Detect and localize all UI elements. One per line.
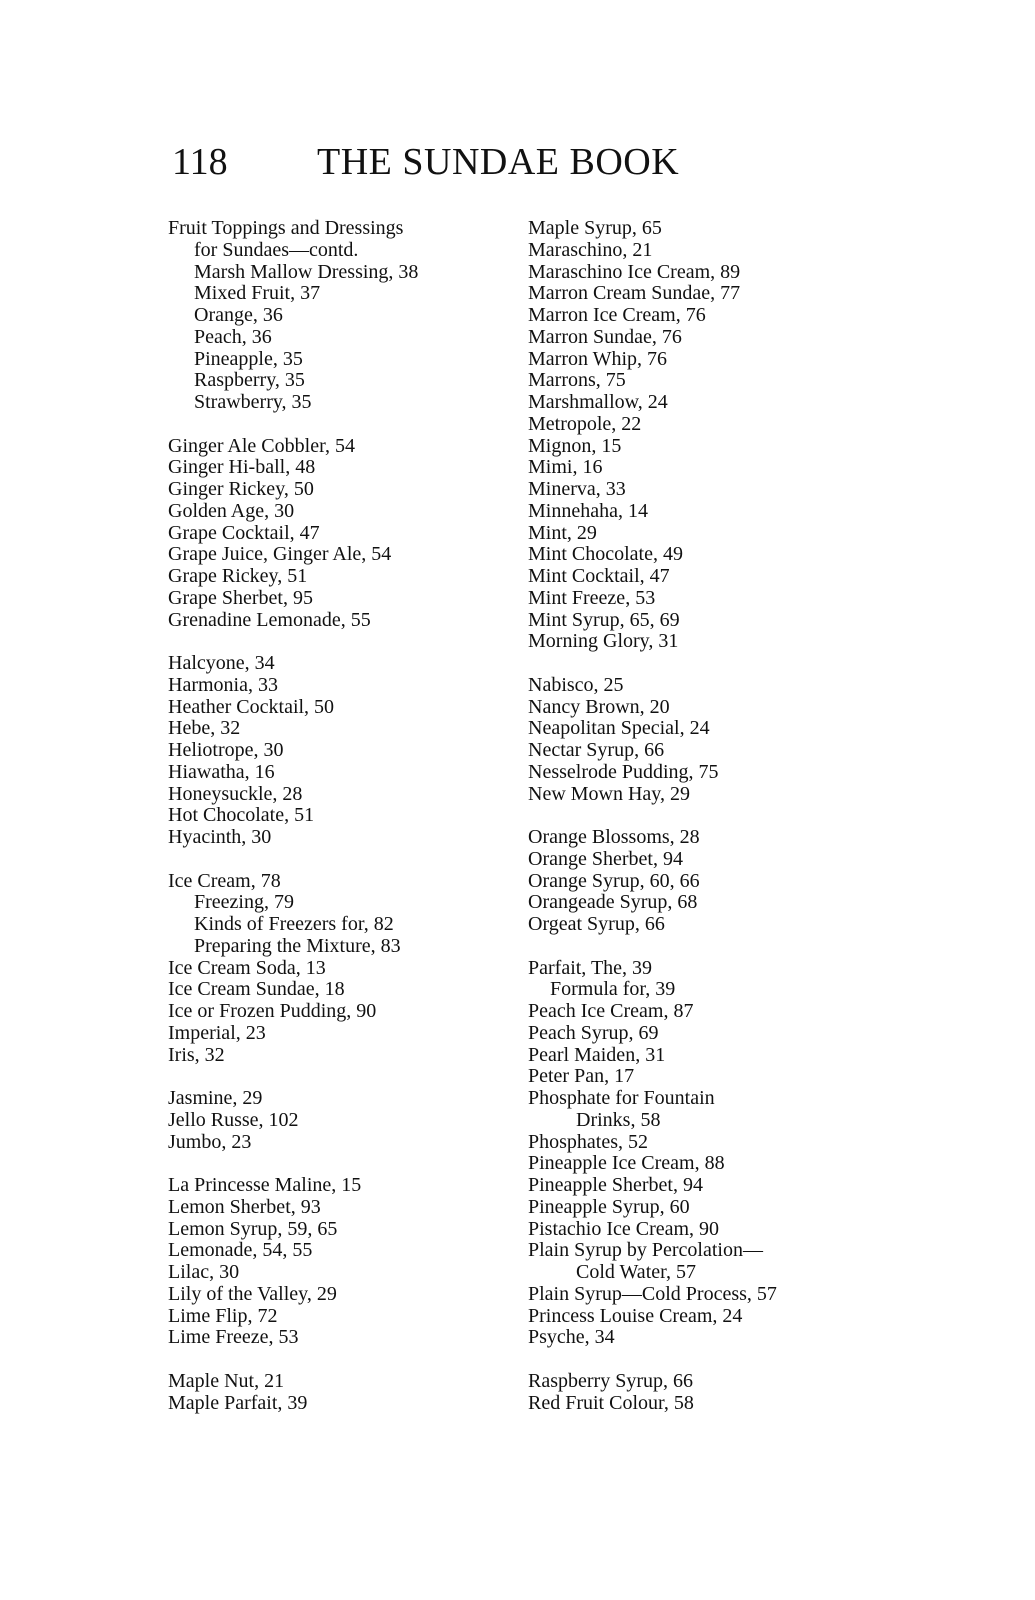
- index-entry: Mint, 29: [528, 521, 597, 544]
- index-entry: Maraschino Ice Cream, 89: [528, 260, 741, 283]
- index-entry: Mignon, 15: [528, 434, 622, 457]
- index-group-gap: [168, 414, 518, 436]
- index-entry: Pistachio Ice Cream, 90: [528, 1217, 720, 1240]
- index-entry: Jello Russe, 102: [168, 1108, 299, 1131]
- index-entry: Grenadine Lemonade, 55: [168, 608, 371, 631]
- index-entry: Marshmallow, 24: [528, 391, 668, 413]
- index-group-gap: [528, 805, 848, 827]
- index-entry: Golden Age, 30: [168, 499, 295, 522]
- index-entry: Cold Water, 57: [576, 1261, 696, 1283]
- index-entry: Pineapple, 35: [194, 347, 303, 370]
- index-entry: Halcyone, 34: [168, 652, 275, 674]
- index-entry: Red Fruit Colour, 58: [528, 1391, 694, 1414]
- index-entry: Imperial, 23: [168, 1021, 266, 1044]
- index-entry: Parfait, The, 39: [528, 956, 653, 979]
- page-header: [172, 140, 732, 190]
- index-entry: Orange, 36: [194, 304, 283, 326]
- index-entry: Pineapple Syrup, 60: [528, 1195, 690, 1218]
- index-entry: La Princesse Maline, 15: [168, 1174, 362, 1196]
- index-entry: Maple Nut, 21: [168, 1369, 285, 1392]
- index-group-gap: [528, 653, 848, 675]
- index-entry: Peach Syrup, 69: [528, 1021, 659, 1044]
- index-entry: Kinds of Freezers for, 82: [194, 913, 394, 935]
- index-entry: Orangeade Syrup, 68: [528, 891, 698, 914]
- index-entry: Nabisco, 25: [528, 673, 624, 696]
- index-entry: Ice Cream, 78: [168, 869, 281, 892]
- index-entry: Marron Whip, 76: [528, 347, 668, 370]
- index-entry: Drinks, 58: [576, 1108, 661, 1131]
- index-entry: Marron Cream Sundae, 77: [528, 282, 741, 305]
- index-entry: Heather Cocktail, 50: [168, 695, 335, 718]
- index-entry: Heliotrope, 30: [168, 739, 284, 761]
- index-entry: Marsh Mallow Dressing, 38: [194, 260, 419, 283]
- index-entry: Ice Cream Sundae, 18: [168, 978, 345, 1001]
- index-entry: Phosphates, 52: [528, 1130, 648, 1153]
- index-entry: Grape Juice, Ginger Ale, 54: [168, 543, 392, 566]
- index-entry: Ginger Rickey, 50: [168, 478, 314, 500]
- index-entry: Ginger Hi-ball, 48: [168, 456, 316, 479]
- index-entry: Phosphate for Fountain: [528, 1087, 715, 1109]
- index-entry: Lily of the Valley, 29: [168, 1282, 337, 1305]
- index-entry: Freezing, 79: [194, 891, 294, 914]
- index-group-gap: [168, 1066, 518, 1088]
- index-entry: Raspberry, 35: [194, 369, 305, 392]
- index-entry: Ginger Ale Cobbler, 54: [168, 434, 355, 457]
- index-group-gap: [168, 849, 518, 871]
- index-entry: Pineapple Sherbet, 94: [528, 1174, 703, 1196]
- index-entry: Orange Sherbet, 94: [528, 847, 683, 870]
- index-entry: Morning Glory, 31: [528, 630, 679, 653]
- index-entry: Formula for, 39: [550, 978, 676, 1001]
- index-entry: Maple Syrup, 65: [528, 217, 662, 239]
- index-group-gap: [168, 631, 518, 653]
- index-entry: Ice Cream Soda, 13: [168, 956, 326, 979]
- running-title: THE SUNDAE BOOK: [317, 141, 680, 183]
- index-entry: Peach, 36: [194, 325, 272, 348]
- index-entry: Pineapple Ice Cream, 88: [528, 1152, 725, 1175]
- index-entry: Maraschino, 21: [528, 238, 653, 261]
- index-entry: Orange Blossoms, 28: [528, 826, 700, 848]
- index-entry: Marron Sundae, 76: [528, 325, 682, 348]
- index-entry: Psyche, 34: [528, 1326, 615, 1349]
- index-entry: Nancy Brown, 20: [528, 695, 670, 718]
- index-entry: Mixed Fruit, 37: [194, 282, 321, 305]
- index-entry: Hot Chocolate, 51: [168, 804, 315, 827]
- index-entry: Lime Freeze, 53: [168, 1326, 299, 1349]
- index-entry: Grape Sherbet, 95: [168, 586, 313, 609]
- index-entry: Orgeat Syrup, 66: [528, 913, 665, 935]
- index-entry: Jumbo, 23: [168, 1130, 252, 1153]
- index-entry: Hyacinth, 30: [168, 826, 272, 848]
- index-group-gap: [168, 1349, 518, 1371]
- index-entry: Marron Ice Cream, 76: [528, 304, 706, 326]
- index-group-gap: [168, 1153, 518, 1175]
- index-entry: Lemon Sherbet, 93: [168, 1195, 321, 1218]
- index-entry: Neapolitan Special, 24: [528, 717, 710, 740]
- index-entry: Lilac, 30: [168, 1261, 240, 1283]
- index-entry: Mimi, 16: [528, 456, 603, 479]
- index-entry: Maple Parfait, 39: [168, 1391, 308, 1414]
- index-entry: Metropole, 22: [528, 412, 642, 435]
- index-entry: New Mown Hay, 29: [528, 782, 691, 805]
- index-entry: Plain Syrup by Percolation—: [528, 1239, 763, 1262]
- index-entry: Peter Pan, 17: [528, 1065, 635, 1088]
- index-column-left: [168, 218, 518, 1414]
- index-entry: Nectar Syrup, 66: [528, 739, 665, 761]
- index-entry: Minerva, 33: [528, 478, 626, 500]
- index-entry: Hiawatha, 16: [168, 760, 275, 783]
- index-entry: Marrons, 75: [528, 369, 626, 392]
- index-entry: Nesselrode Pudding, 75: [528, 760, 719, 783]
- index-entry: Jasmine, 29: [168, 1087, 263, 1109]
- index-entry: Lemonade, 54, 55: [168, 1239, 313, 1262]
- index-entry: Iris, 32: [168, 1043, 225, 1066]
- index-entry: Mint Chocolate, 49: [528, 543, 683, 566]
- index-entry: Raspberry Syrup, 66: [528, 1369, 693, 1392]
- index-entry: Pearl Maiden, 31: [528, 1043, 666, 1066]
- index-group-gap: [528, 936, 848, 958]
- index-entry: Preparing the Mixture, 83: [194, 934, 401, 957]
- index-entry: Orange Syrup, 60, 66: [528, 869, 700, 892]
- page-number: 118: [172, 141, 228, 183]
- index-entry: Lime Flip, 72: [168, 1304, 278, 1327]
- index-entry: Peach Ice Cream, 87: [528, 1000, 694, 1022]
- index-entry: Strawberry, 35: [194, 391, 312, 413]
- index-entry: Grape Rickey, 51: [168, 565, 308, 587]
- index-entry: Mint Syrup, 65, 69: [528, 608, 680, 631]
- index-entry: Lemon Syrup, 59, 65: [168, 1217, 338, 1240]
- index-entry: Fruit Toppings and Dressings: [168, 217, 404, 239]
- index-entry: Honeysuckle, 28: [168, 782, 303, 805]
- index-entry: Mint Cocktail, 47: [528, 565, 670, 587]
- index-entry: Mint Freeze, 53: [528, 586, 656, 609]
- index-entry: Ice or Frozen Pudding, 90: [168, 1000, 377, 1022]
- index-entry: Harmonia, 33: [168, 673, 278, 696]
- index-entry: Plain Syrup—Cold Process, 57: [528, 1282, 777, 1305]
- index-column-right: [528, 218, 848, 1414]
- index-entry: Princess Louise Cream, 24: [528, 1304, 743, 1327]
- index-entry: Hebe, 32: [168, 717, 241, 740]
- index-entry: Grape Cocktail, 47: [168, 521, 320, 544]
- index-group-gap: [528, 1349, 848, 1371]
- index-entry: Minnehaha, 14: [528, 499, 648, 522]
- index-entry: for Sundaes—contd.: [194, 238, 359, 261]
